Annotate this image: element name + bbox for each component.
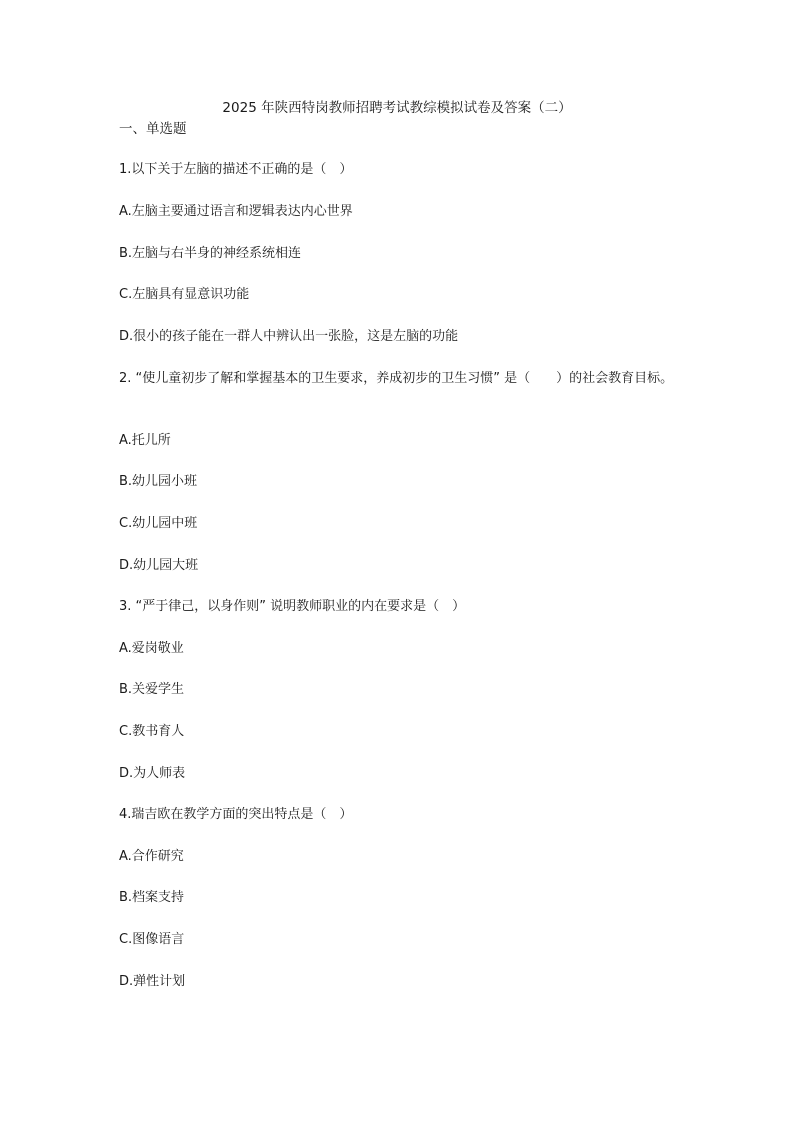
question-1-stem: 1.以下关于左脑的描述不正确的是（ ） bbox=[119, 162, 353, 177]
question-4-stem: 4.瑞吉欧在教学方面的突出特点是（ ） bbox=[119, 807, 353, 822]
question-3-stem: 3. “严于律己，以身作则” 说明教师职业的内在要求是（ ） bbox=[119, 599, 466, 614]
question-3-option-c: C.教书育人 bbox=[119, 724, 185, 739]
question-1-option-a: A.左脑主要通过语言和逻辑表达内心世界 bbox=[119, 204, 353, 219]
question-2-option-b: B.幼儿园小班 bbox=[119, 474, 198, 489]
question-1-option-b: B.左脑与右半身的神经系统相连 bbox=[119, 246, 302, 261]
question-1-option-d: D.很小的孩子能在一群人中辨认出一张脸，这是左脑的功能 bbox=[119, 329, 459, 344]
question-4-option-a: A.合作研究 bbox=[119, 849, 184, 864]
question-3-option-a: A.爱岗敬业 bbox=[119, 641, 184, 656]
question-2-option-a: A.托儿所 bbox=[119, 433, 171, 448]
question-2-option-d: D.幼儿园大班 bbox=[119, 558, 199, 573]
question-4-option-b: B.档案支持 bbox=[119, 890, 185, 905]
question-2-option-c: C.幼儿园中班 bbox=[119, 516, 198, 531]
question-3-option-b: B.关爱学生 bbox=[119, 682, 185, 697]
document-title: 2025 年陕西特岗教师招聘考试教综模拟试卷及答案（二） bbox=[222, 100, 572, 116]
question-2-stem: 2. “使儿童初步了解和掌握基本的卫生要求，养成初步的卫生习惯” 是（ ）的社会教育目标。 bbox=[119, 371, 674, 386]
section-heading: 一、单选题 bbox=[119, 121, 187, 137]
question-3-option-d: D.为人师表 bbox=[119, 766, 186, 781]
question-4-option-c: C.图像语言 bbox=[119, 932, 185, 947]
question-1-option-c: C.左脑具有显意识功能 bbox=[119, 287, 250, 302]
question-4-option-d: D.弹性计划 bbox=[119, 974, 186, 989]
